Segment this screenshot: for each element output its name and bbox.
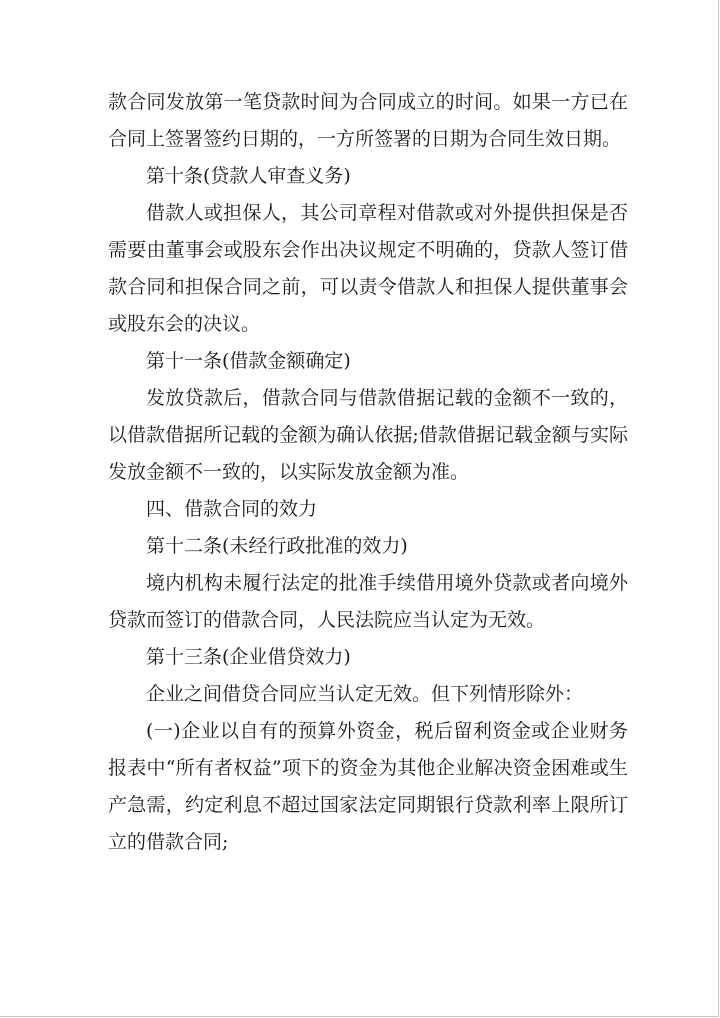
article-10-body: 借款人或担保人，其公司章程对借款或对外提供担保是否需要由董事会或股东会作出决议规定不明确的，贷款人签订借款合同和担保合同之前，可以责令借款人和担保人提供董事会或股东会的决议。	[108, 202, 628, 335]
article-10-heading: 第十条(贷款人审查义务)	[146, 165, 351, 187]
article-12-body: 境内机构未履行法定的批准手续借用境外贷款或者向境外贷款而签订的借款合同，人民法院应当认定为无效。	[108, 572, 628, 631]
document-body	[108, 84, 628, 861]
article-11-heading: 第十一条(借款金额确定)	[146, 350, 351, 372]
article-13-heading: 第十三条(企业借贷效力)	[146, 646, 351, 668]
article-13-item-1: (一)企业以自有的预算外资金，税后留利资金或企业财务报表中“所有者权益”项下的资金为其他企业解决资金困难或生产急需，约定利息不超过国家法定同期银行贷款利率上限所订立的借款合同;	[108, 720, 628, 853]
paragraph-continuation: 款合同发放第一笔贷款时间为合同成立的时间。如果一方已在合同上签署签约日期的，一方所签署的日期为合同生效日期。	[108, 91, 628, 150]
article-12-heading: 第十二条(未经行政批准的效力)	[146, 535, 408, 557]
article-11-body: 发放贷款后，借款合同与借款借据记载的金额不一致的，以借款借据所记载的金额为确认依据;借款借据记载金额与实际发放金额不一致的，以实际发放金额为准。	[108, 387, 628, 483]
section-4-heading: 四、借款合同的效力	[146, 498, 318, 520]
article-13-body: 企业之间借贷合同应当认定无效。但下列情形除外：	[146, 683, 584, 705]
